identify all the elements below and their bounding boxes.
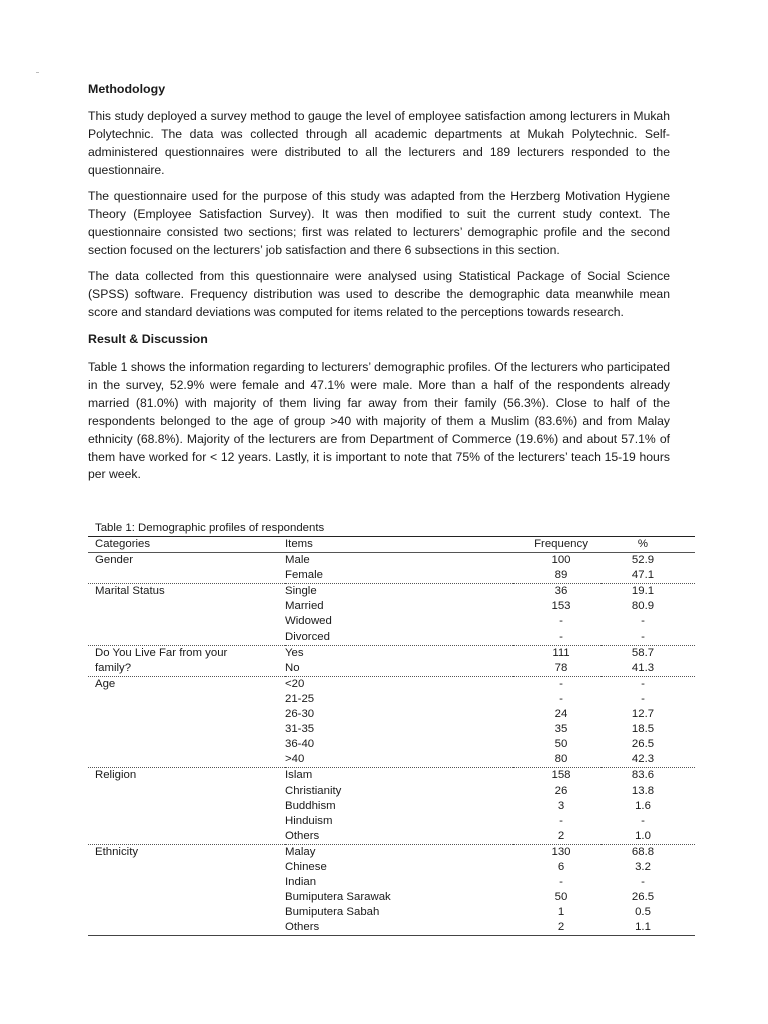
percent-cell: 0.5: [635, 906, 651, 919]
table-row: [88, 568, 695, 584]
table-row: [88, 707, 695, 722]
header-frequency: Frequency: [534, 538, 588, 550]
item-cell: Hinduism: [285, 814, 333, 827]
results-paragraph: [88, 359, 670, 484]
frequency-cell: -: [559, 630, 563, 643]
header-categories: Categories: [95, 538, 151, 550]
header-items: Items: [285, 538, 313, 550]
category-cell: [88, 784, 285, 799]
demographics-table-block: [88, 521, 670, 936]
table-row: [88, 875, 695, 890]
percent-cell: -: [641, 814, 645, 827]
percent-cell: 19.1: [631, 585, 655, 598]
frequency-cell: 35: [554, 723, 568, 736]
item-cell: Islam: [285, 769, 313, 782]
table-row: [88, 645, 695, 661]
table-row: [88, 799, 695, 814]
table-group: [88, 844, 695, 936]
item-cell: Divorced: [285, 630, 330, 643]
category-cell: [88, 905, 285, 920]
percent-cell: 52.9: [631, 554, 655, 567]
category-cell: Ethnicity: [95, 845, 139, 858]
percent-cell: 13.8: [631, 784, 655, 797]
percent-cell: 80.9: [631, 600, 655, 613]
table-row: [88, 920, 695, 936]
frequency-cell: 100: [551, 554, 571, 567]
methodology-heading: Methodology: [88, 82, 166, 96]
category-cell: [88, 920, 285, 936]
percent-cell: 18.5: [631, 723, 655, 736]
category-cell: [88, 707, 285, 722]
table-row: [88, 584, 695, 600]
paragraph-text: The data collected from this questionnaire were analysed using Statistical Package of Social Science (SPSS) software. Frequency distribution was used to describe the demographic data meanwhile mean score and standard deviations was computed for items related to the perceptions towards research.: [88, 269, 670, 319]
table-header-row: [88, 537, 695, 553]
table-group: [88, 584, 695, 645]
category-cell: [88, 799, 285, 814]
item-cell: Widowed: [285, 615, 332, 628]
frequency-cell: 153: [551, 600, 571, 613]
methodology-paragraph-1: [88, 108, 670, 180]
header-percent: %: [637, 538, 649, 550]
table-row: [88, 599, 695, 614]
category-cell: [88, 599, 285, 614]
table-row: [88, 630, 695, 646]
item-cell: Others: [285, 921, 320, 934]
results-heading: Result & Discussion: [88, 332, 208, 346]
frequency-cell: 78: [554, 661, 568, 674]
category-cell: Age: [95, 677, 116, 690]
paragraph-text: The questionnaire used for the purpose of this study was adapted from the Herzberg Motivation Hygiene Theory (Employee Satisfaction Survey). It was then modified to suit the current study context. The questionnaire consisted two sections; first was related to lecturers’ demographic profile and the second section focused on the lecturers’ job satisfaction and there 6 subsections in this section.: [88, 189, 670, 257]
table-row: [88, 661, 695, 677]
percent-cell: -: [641, 615, 645, 628]
table-row: [88, 784, 695, 799]
methodology-paragraph-2: [88, 188, 670, 260]
item-cell: 31-35: [285, 723, 315, 736]
percent-cell: 47.1: [631, 569, 655, 582]
percent-cell: 58.7: [631, 646, 655, 659]
percent-cell: 12.7: [631, 708, 655, 721]
table-row: [88, 829, 695, 845]
frequency-cell: 89: [554, 569, 568, 582]
frequency-cell: -: [559, 615, 563, 628]
percent-cell: 26.5: [631, 891, 655, 904]
category-cell: family?: [95, 661, 132, 674]
demographics-table: [88, 536, 695, 936]
frequency-cell: 80: [554, 753, 568, 766]
frequency-cell: 50: [554, 738, 568, 751]
table-row: [88, 768, 695, 784]
item-cell: >40: [285, 753, 305, 766]
table-row: [88, 905, 695, 920]
percent-cell: 1.0: [635, 829, 651, 842]
percent-cell: 42.3: [631, 753, 655, 766]
table-group: [88, 676, 695, 768]
category-cell: Marital Status: [95, 585, 165, 598]
table-row: [88, 737, 695, 752]
frequency-cell: 2: [557, 829, 565, 842]
frequency-cell: 2: [557, 921, 565, 934]
percent-cell: 1.1: [635, 921, 651, 934]
item-cell: Bumiputera Sabah: [285, 906, 380, 919]
table-row: [88, 814, 695, 829]
table-group: [88, 553, 695, 584]
percent-cell: -: [641, 876, 645, 889]
category-cell: [88, 829, 285, 845]
table-row: [88, 722, 695, 737]
table-caption: Table 1: Demographic profiles of respondents: [95, 522, 325, 534]
frequency-cell: -: [559, 692, 563, 705]
item-cell: Male: [285, 554, 310, 567]
table-group: [88, 645, 695, 676]
table-row: [88, 692, 695, 707]
percent-cell: -: [641, 677, 645, 690]
frequency-cell: 1: [557, 906, 565, 919]
item-cell: Others: [285, 829, 320, 842]
table-row: [88, 844, 695, 860]
category-cell: [88, 814, 285, 829]
percent-cell: 68.8: [631, 845, 655, 858]
category-cell: Religion: [95, 769, 137, 782]
category-cell: [88, 752, 285, 768]
frequency-cell: 24: [554, 708, 568, 721]
table-row: [88, 614, 695, 629]
table-row: [88, 553, 695, 569]
paragraph-text: Table 1 shows the information regarding to lecturers’ demographic profiles. Of the lecturers who participated in the survey, 52.9% were female and 47.1% were male. More than a half of the respondents already married (81.0%) with majority of them living far away from their family (56.3%). Close to half of the respondents belonged to the age of group >40 with majority of them a Muslim (83.6%) and from Malay ethnicity (68.8%). Majority of the lecturers are from Department of Commerce (19.6%) and about 57.1% of them have worked for < 12 years. Lastly, it is important to note that 75% of the lecturers’ teach 15-19 hours per week.: [88, 360, 670, 482]
category-cell: [88, 737, 285, 752]
item-cell: Single: [285, 585, 317, 598]
item-cell: Married: [285, 600, 324, 613]
category-cell: Do You Live Far from your: [95, 646, 228, 659]
item-cell: Indian: [285, 876, 317, 889]
category-cell: Gender: [95, 554, 133, 567]
scan-speck: [36, 72, 39, 73]
percent-cell: 41.3: [631, 661, 655, 674]
item-cell: Chinese: [285, 860, 327, 873]
item-cell: 26-30: [285, 708, 315, 721]
frequency-cell: -: [559, 876, 563, 889]
table-group: [88, 768, 695, 844]
table-row: [88, 890, 695, 905]
category-cell: [88, 692, 285, 707]
item-cell: Yes: [285, 646, 304, 659]
item-cell: 21-25: [285, 692, 315, 705]
frequency-cell: 36: [554, 585, 568, 598]
category-cell: [88, 890, 285, 905]
table-row: [88, 676, 695, 692]
item-cell: Bumiputera Sarawak: [285, 891, 391, 904]
methodology-paragraph-3: [88, 268, 670, 322]
frequency-cell: 111: [552, 646, 570, 659]
percent-cell: 1.6: [635, 799, 651, 812]
item-cell: 36-40: [285, 738, 315, 751]
category-cell: [88, 568, 285, 584]
frequency-cell: 26: [554, 784, 568, 797]
category-cell: [88, 722, 285, 737]
item-cell: Christianity: [285, 784, 342, 797]
percent-cell: 26.5: [631, 738, 655, 751]
item-cell: Malay: [285, 845, 316, 858]
frequency-cell: -: [559, 814, 563, 827]
item-cell: No: [285, 661, 300, 674]
category-cell: [88, 614, 285, 629]
frequency-cell: 6: [557, 860, 565, 873]
percent-cell: 83.6: [631, 769, 655, 782]
item-cell: Buddhism: [285, 799, 336, 812]
frequency-cell: 158: [551, 769, 571, 782]
frequency-cell: 3: [557, 799, 565, 812]
frequency-cell: 50: [554, 891, 568, 904]
frequency-cell: -: [559, 677, 563, 690]
paragraph-text: This study deployed a survey method to gauge the level of employee satisfaction among lecturers in Mukah Polytechnic. The data was collected through all academic departments at Mukah Polytechnic. Self-administered questionnaires were distributed to all the lecturers and 189 lecturers responded to the questionnaire.: [88, 109, 670, 177]
item-cell: <20: [285, 677, 305, 690]
category-cell: [88, 630, 285, 646]
category-cell: [88, 875, 285, 890]
category-cell: [88, 860, 285, 875]
percent-cell: -: [641, 630, 645, 643]
frequency-cell: 130: [551, 845, 571, 858]
table-row: [88, 752, 695, 768]
percent-cell: 3.2: [635, 860, 651, 873]
table-row: [88, 860, 695, 875]
percent-cell: -: [641, 692, 645, 705]
item-cell: Female: [285, 569, 323, 582]
